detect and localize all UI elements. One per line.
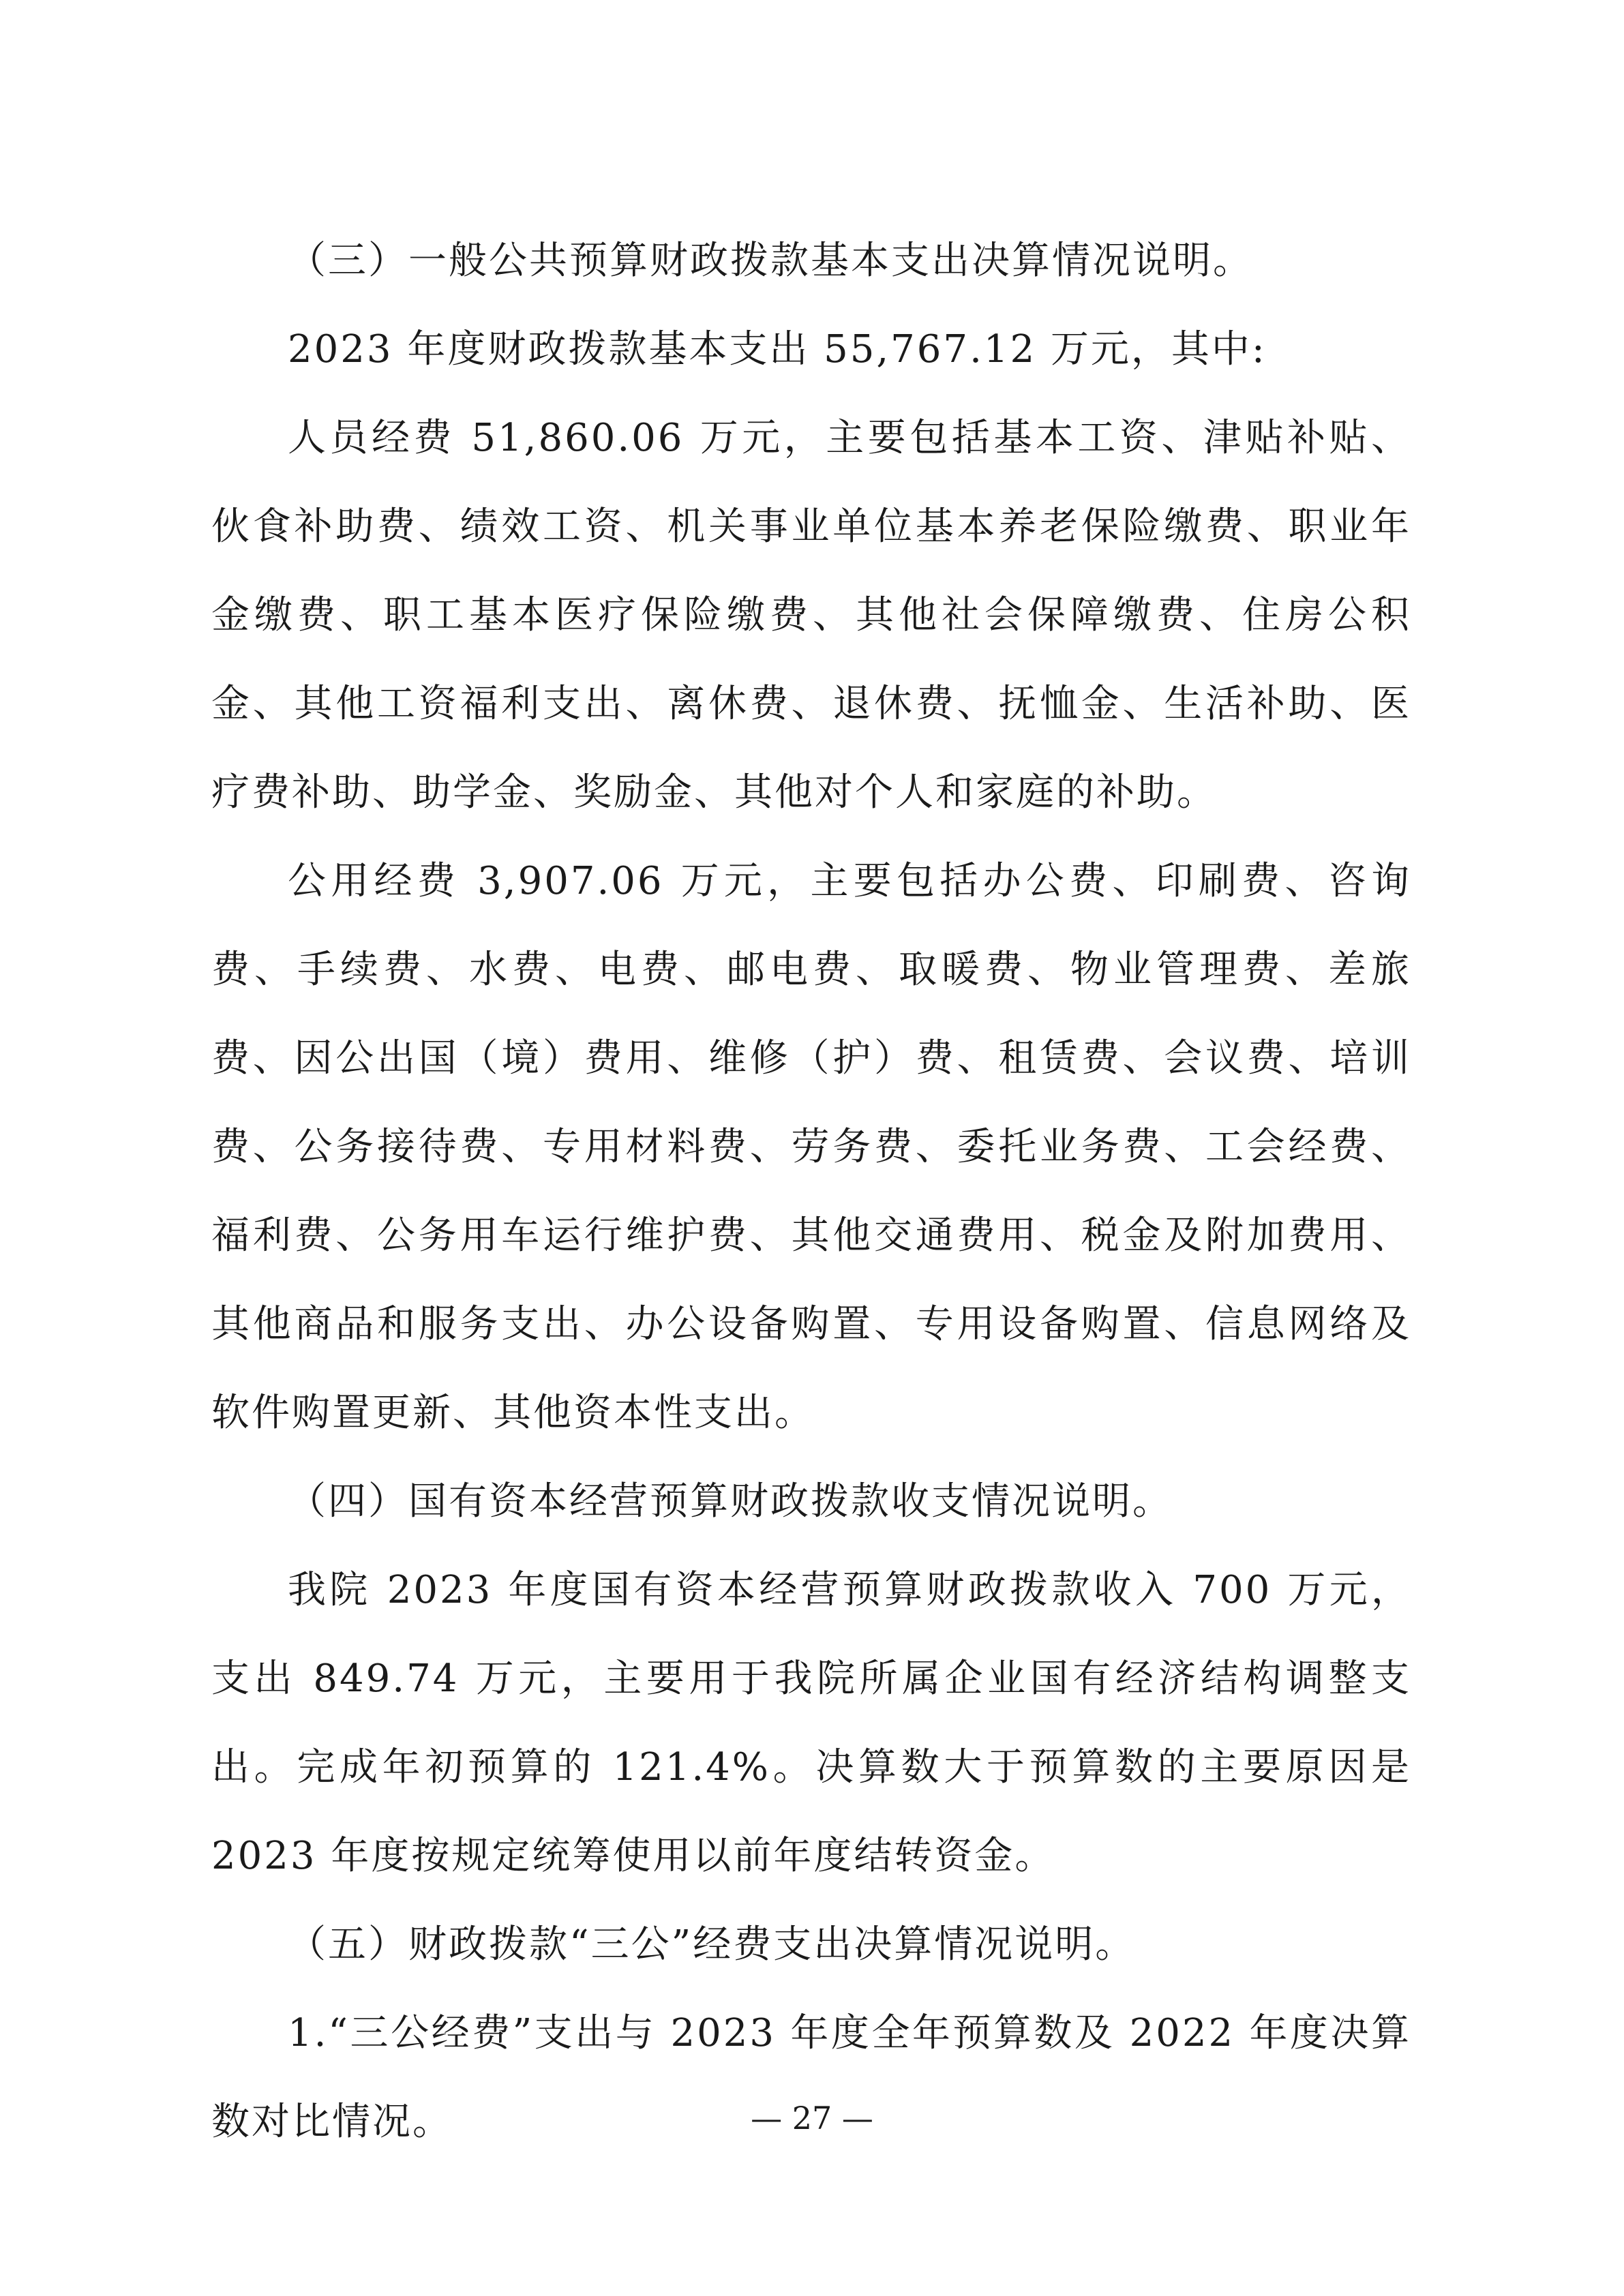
document-body [211, 217, 1411, 2166]
paragraph-public-expenses: 公用经费 3,907.06 万元，主要包括办公费、印刷费、咨询费、手续费、水费、电费、邮电费、取暖费、物业管理费、差旅费、因公出国（境）费用、维修（护）费、租赁费、会议费、培训费、公务接待费、专用材料费、劳务费、委托业务费、工会经费、福利费、公务用车运行维护费、其他交通费用、税金及附加费用、其他商品和服务支出、办公设备购置、专用设备购置、信息网络及软件购置更新、其他资本性支出。 [211, 859, 1411, 1435]
paragraph-basic-expenditure: 2023 年度财政拨款基本支出 55,767.12 万元，其中: [288, 327, 1267, 372]
section-heading-4: （四）国有资本经营预算财政拨款收支情况说明。 [288, 1479, 1173, 1524]
section-heading-3: （三）一般公共预算财政拨款基本支出决算情况说明。 [288, 239, 1253, 283]
page-number: — 27 — [751, 2100, 873, 2136]
section-heading-5: （五）财政拨款“三公”经费支出决算情况说明。 [288, 1922, 1136, 1967]
paragraph-state-capital: 我院 2023 年度国有资本经营预算财政拨款收入 700 万元，支出 849.74 万元，主要用于我院所属企业国有经济结构调整支出。完成年初预算的 121.4%。决算数大于预算数的主要原因是 2023 年度按规定统筹使用以前年度结转资金。 [211, 1568, 1411, 1878]
paragraph-personnel-expenses: 人员经费 51,860.06 万元，主要包括基本工资、津贴补贴、伙食补助费、绩效工资、机关事业单位基本养老保险缴费、职业年金缴费、职工基本医疗保险缴费、其他社会保障缴费、住房公积金、其他工资福利支出、离休费、退休费、抚恤金、生活补助、医疗费补助、助学金、奖励金、其他对个人和家庭的补助。 [211, 416, 1411, 815]
paragraph-three-public-expenses: 1.“三公经费”支出与 2023 年度全年预算数及 2022 年度决算数对比情况。 [211, 2011, 1411, 2144]
